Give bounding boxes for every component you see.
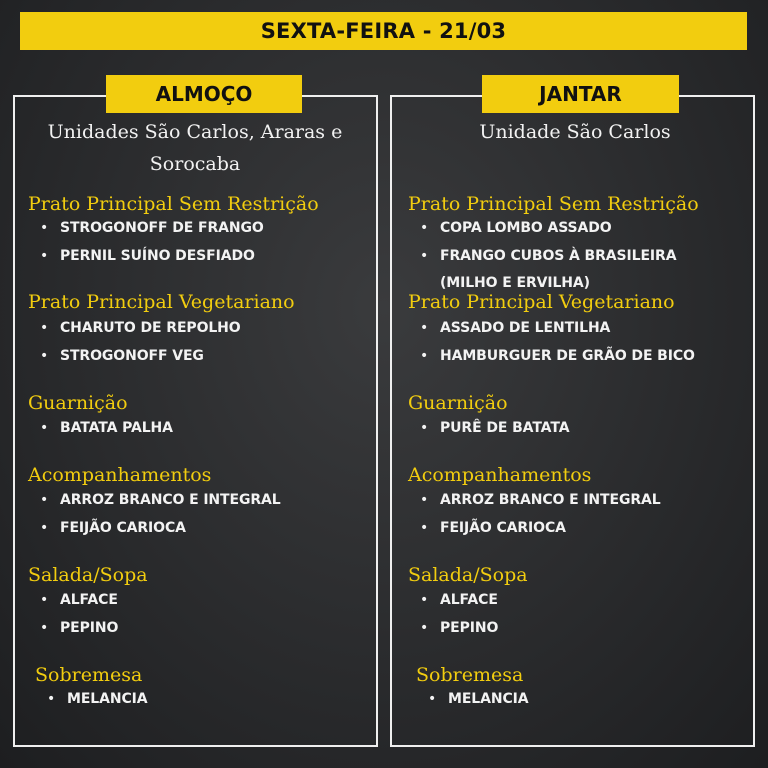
- bullet-icon: •: [40, 248, 49, 264]
- menu-item: PEPINO: [60, 620, 119, 636]
- bullet-icon: •: [428, 691, 437, 707]
- dinner-tag: [482, 75, 679, 113]
- menu-item-note: (MILHO E ERVILHA): [440, 275, 590, 291]
- menu-item: FRANGO CUBOS À BRASILEIRA: [440, 248, 677, 264]
- bullet-icon: •: [40, 492, 49, 508]
- bullet-icon: •: [47, 691, 56, 707]
- lunch-section-title: Prato Principal Vegetariano: [28, 291, 295, 313]
- menu-item: FEIJÃO CARIOCA: [440, 520, 566, 536]
- lunch-section-title: Acompanhamentos: [28, 464, 212, 486]
- dinner-section-title: Guarnição: [408, 392, 508, 414]
- bullet-icon: •: [420, 348, 429, 364]
- lunch-tag-label: ALMOÇO: [155, 82, 253, 106]
- dinner-units: [395, 116, 755, 148]
- bullet-icon: •: [420, 592, 429, 608]
- bullet-icon: •: [420, 248, 429, 264]
- menu-item: PURÊ DE BATATA: [440, 420, 570, 436]
- menu-item: ALFACE: [440, 592, 498, 608]
- menu-item: ARROZ BRANCO E INTEGRAL: [440, 492, 661, 508]
- dinner-section-title: Sobremesa: [416, 664, 524, 686]
- bullet-icon: •: [40, 420, 49, 436]
- lunch-section-title: Salada/Sopa: [28, 564, 148, 586]
- lunch-section-title: Prato Principal Sem Restrição: [28, 193, 319, 215]
- bullet-icon: •: [420, 620, 429, 636]
- menu-item: CHARUTO DE REPOLHO: [60, 320, 241, 336]
- lunch-tag: [106, 75, 302, 113]
- menu-item: MELANCIA: [448, 691, 529, 707]
- lunch-section-title: Guarnição: [28, 392, 128, 414]
- menu-item: BATATA PALHA: [60, 420, 173, 436]
- dinner-section-title: Prato Principal Vegetariano: [408, 291, 675, 313]
- menu-item: COPA LOMBO ASSADO: [440, 220, 612, 236]
- bullet-icon: •: [420, 420, 429, 436]
- menu-item: HAMBURGUER DE GRÃO DE BICO: [440, 348, 695, 364]
- menu-item: STROGONOFF DE FRANGO: [60, 220, 264, 236]
- day-title: SEXTA-FEIRA - 21/03: [260, 19, 507, 43]
- bullet-icon: •: [40, 592, 49, 608]
- bullet-icon: •: [40, 348, 49, 364]
- dinner-section-title: Salada/Sopa: [408, 564, 528, 586]
- bullet-icon: •: [40, 620, 49, 636]
- lunch-units: [20, 116, 370, 180]
- bullet-icon: •: [420, 220, 429, 236]
- menu-item: ARROZ BRANCO E INTEGRAL: [60, 492, 281, 508]
- menu-item: FEIJÃO CARIOCA: [60, 520, 186, 536]
- menu-item: ASSADO DE LENTILHA: [440, 320, 611, 336]
- menu-item: PERNIL SUÍNO DESFIADO: [60, 248, 255, 264]
- dinner-tag-label: JANTAR: [539, 82, 622, 106]
- bullet-icon: •: [40, 520, 49, 536]
- bullet-icon: •: [40, 320, 49, 336]
- menu-item: ALFACE: [60, 592, 118, 608]
- dinner-units-line1: Unidade São Carlos: [479, 121, 671, 143]
- menu-item: PEPINO: [440, 620, 499, 636]
- day-banner: [20, 12, 747, 50]
- bullet-icon: •: [420, 492, 429, 508]
- bullet-icon: •: [420, 320, 429, 336]
- bullet-icon: •: [420, 520, 429, 536]
- menu-item: STROGONOFF VEG: [60, 348, 204, 364]
- dinner-section-title: Acompanhamentos: [408, 464, 592, 486]
- lunch-section-title: Sobremesa: [35, 664, 143, 686]
- dinner-section-title: Prato Principal Sem Restrição: [408, 193, 699, 215]
- lunch-units-line2: Sorocaba: [149, 153, 241, 175]
- lunch-units-line1: Unidades São Carlos, Araras e: [47, 121, 343, 143]
- bullet-icon: •: [40, 220, 49, 236]
- menu-item: MELANCIA: [67, 691, 148, 707]
